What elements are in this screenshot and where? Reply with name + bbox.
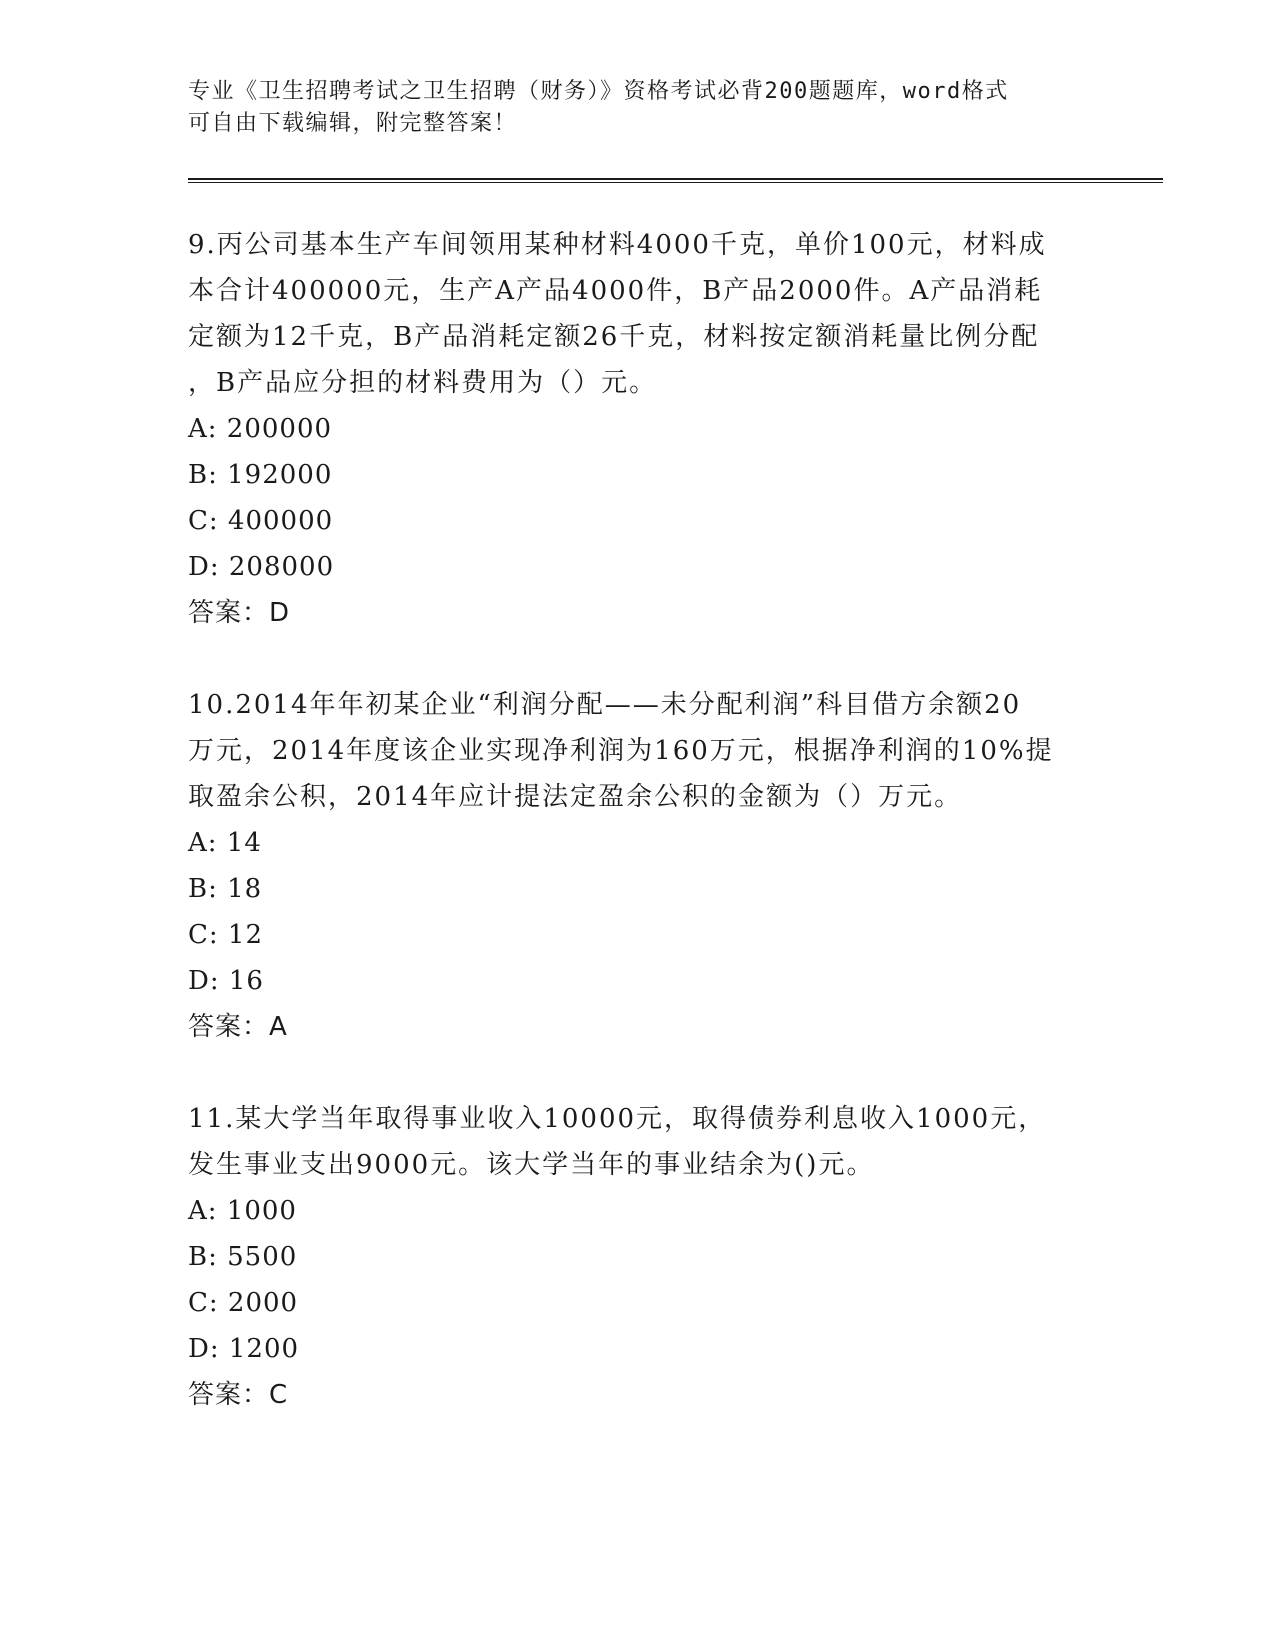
- option-d: D: 16: [188, 966, 264, 996]
- option-d: D: 208000: [188, 552, 335, 582]
- option-c: C: 400000: [188, 506, 334, 536]
- question-11: [188, 1096, 1088, 1418]
- question-text-line: 取盈余公积，2014年应计提法定盈余公积的金额为（）万元。: [188, 782, 963, 812]
- option-a: A: 14: [188, 828, 262, 858]
- question-text-line: 本合计400000元，生产A产品4000件，B产品2000件。A产品消耗: [188, 276, 1043, 306]
- option-b: B: 18: [188, 874, 263, 904]
- question-text-line: 9.丙公司基本生产车间领用某种材料4000千克，单价100元，材料成: [188, 230, 1047, 260]
- document-header: [188, 76, 1088, 140]
- question-text-line: 11.某大学当年取得事业收入10000元，取得债券利息收入1000元，: [188, 1104, 1047, 1134]
- option-b: B: 192000: [188, 460, 333, 490]
- option-d: D: 1200: [188, 1334, 300, 1364]
- option-a: A: 200000: [188, 414, 333, 444]
- question-10: [188, 682, 1088, 1050]
- answer: 答案：D: [188, 598, 291, 628]
- answer: 答案：C: [188, 1380, 289, 1410]
- header-line-2: 可自由下载编辑，附完整答案！: [188, 111, 518, 136]
- header-divider: [188, 178, 1163, 183]
- option-c: C: 2000: [188, 1288, 299, 1318]
- option-c: C: 12: [188, 920, 264, 950]
- question-text-line: 万元，2014年度该企业实现净利润为160万元，根据净利润的10%提: [188, 736, 1054, 766]
- question-9: [188, 222, 1088, 636]
- question-text-line: ，B产品应分担的材料费用为（）元。: [188, 368, 658, 398]
- answer: 答案：A: [188, 1012, 288, 1042]
- header-line-1: 专业《卫生招聘考试之卫生招聘（财务）》资格考试必背200题题库，word格式: [188, 79, 1009, 104]
- question-text-line: 10.2014年年初某企业“利润分配——未分配利润”科目借方余额20: [188, 690, 1022, 720]
- option-a: A: 1000: [188, 1196, 297, 1226]
- question-text-line: 定额为12千克，B产品消耗定额26千克，材料按定额消耗量比例分配: [188, 322, 1040, 352]
- question-text-line: 发生事业支出9000元。该大学当年的事业结余为()元。: [188, 1150, 875, 1180]
- option-b: B: 5500: [188, 1242, 298, 1272]
